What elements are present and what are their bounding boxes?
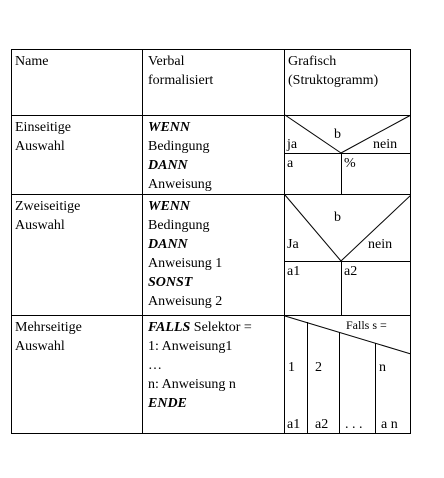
row2-anweisung1: Anweisung 1 <box>148 256 223 271</box>
row1-branch-no: % <box>344 156 356 171</box>
row3-name-line2: Auswahl <box>15 339 65 354</box>
header-grafisch-line1: Grafisch <box>288 54 337 69</box>
header-grafisch-line2: (Struktogramm) <box>288 73 379 88</box>
row1-condition-label: b <box>334 127 341 142</box>
row1-name-line1: Einseitige <box>15 120 71 135</box>
row1-name-line2: Auswahl <box>15 139 65 154</box>
row3-case1: 1: Anweisung1 <box>148 339 233 354</box>
row2-branch-no: a2 <box>344 264 358 279</box>
row3-action-1: a1 <box>287 417 301 432</box>
row2-condition-label: b <box>334 210 341 225</box>
row2-anweisung2: Anweisung 2 <box>148 294 223 309</box>
row3-ellipsis: … <box>148 358 162 373</box>
header-verbal-line2: formalisiert <box>148 73 214 88</box>
row1-branch-yes: a <box>287 156 294 171</box>
row2-bedingung: Bedingung <box>148 218 210 233</box>
row3-selektor: Selektor = <box>190 320 252 335</box>
row2-keyword-dann: DANN <box>148 237 188 252</box>
row3-action-n: a n <box>381 417 398 432</box>
row3-name-line1: Mehrseitige <box>15 320 82 335</box>
row3-action-ellipsis: . . . <box>345 417 363 432</box>
row3-selector-label: Falls s = <box>346 318 387 332</box>
row2-branch-yes: a1 <box>287 264 301 279</box>
row1-keyword-wenn: WENN <box>148 120 191 135</box>
row3-case-label-n: n <box>379 360 386 375</box>
row3-case-label-1: 1 <box>288 360 295 375</box>
row3-keyword-ende: ENDE <box>148 396 187 411</box>
control-structures-table <box>11 49 411 434</box>
row1-bedingung: Bedingung <box>148 139 210 154</box>
row3-case-label-2: 2 <box>315 360 322 375</box>
struktogramm-einseitig <box>285 115 411 194</box>
header-name: Name <box>15 54 49 69</box>
header-verbal-line1: Verbal <box>148 54 185 69</box>
row3-falls-line <box>148 318 252 338</box>
row2-name-line2: Auswahl <box>15 218 65 233</box>
row3-keyword-falls: FALLS <box>148 320 191 335</box>
row1-keyword-dann: DANN <box>148 158 188 173</box>
row2-name-line1: Zweiseitige <box>15 199 81 214</box>
struktogramm-zweiseitig <box>285 195 411 315</box>
row2-keyword-wenn: WENN <box>148 199 191 214</box>
row3-casen: n: Anweisung n <box>148 377 236 392</box>
row2-no-label: nein <box>368 237 393 252</box>
row2-keyword-sonst: SONST <box>148 275 193 290</box>
row3-action-2: a2 <box>315 417 329 432</box>
row1-no-label: nein <box>373 137 398 152</box>
row2-yes-label: Ja <box>287 237 299 252</box>
row1-anweisung: Anweisung <box>148 177 212 192</box>
row1-yes-label: ja <box>287 137 298 152</box>
